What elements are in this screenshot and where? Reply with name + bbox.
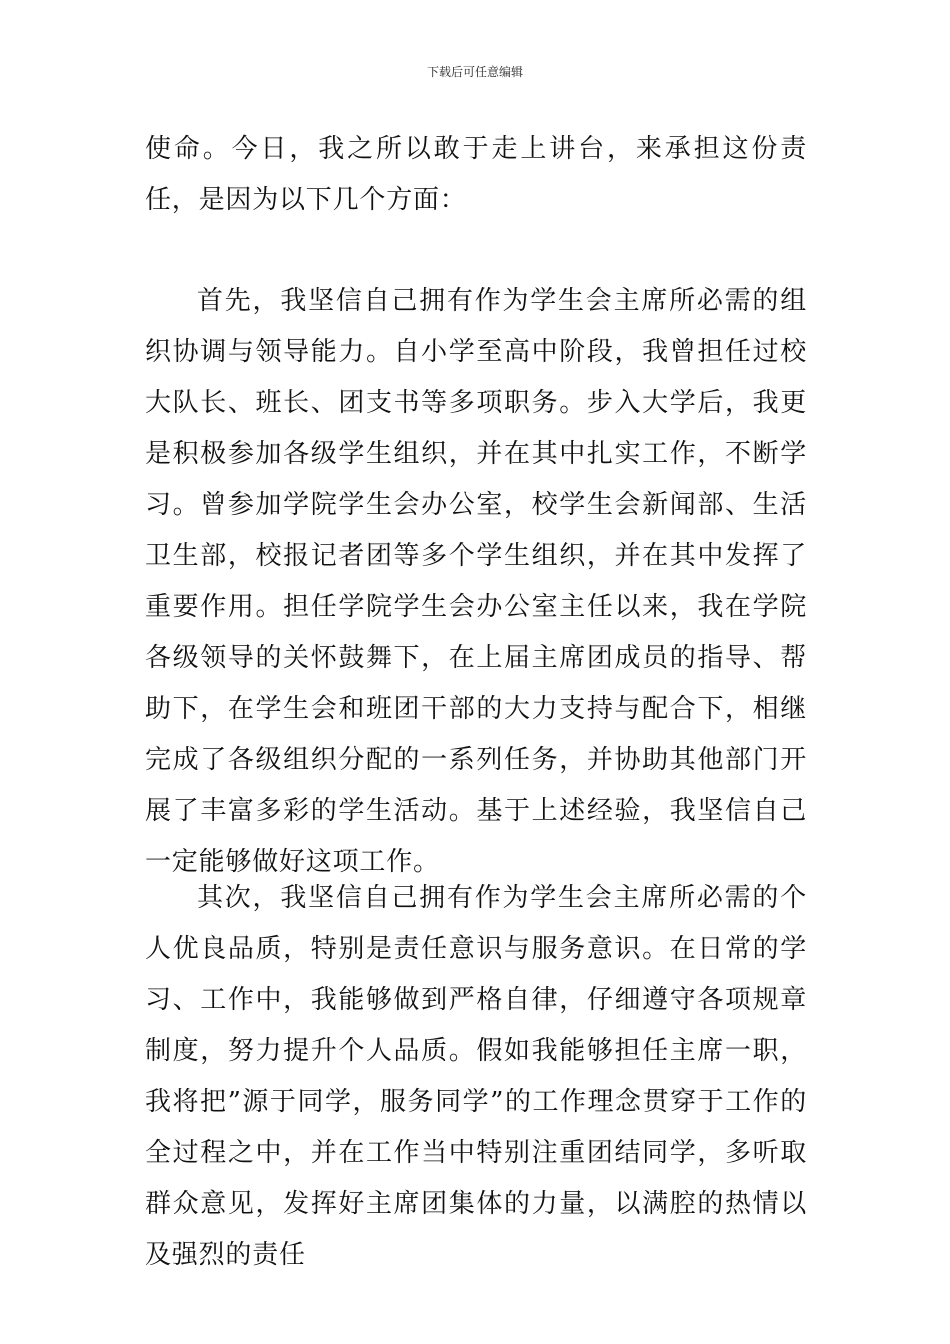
- paragraph-text: 首先，我坚信自己拥有作为学生会主席所必需的组织协调与领导能力。自小学至高中阶段，我曾担任过校大队长、班长、团支书等多项职务。步入大学后，我更是积极参加各级学生组织，并在其中扎实工作，不断学习。曾参加学院学生会办公室，校学生会新闻部、生活卫生部，校报记者团等多个学生组织，并在其中发挥了重要作用。担任学院学生会办公室主任以来，我在学院各级领导的关怀鼓舞下，在上届主席团成员的指导、帮助下，在学生会和班团干部的大力支持与配合下，相继完成了各级组织分配的一系列任务，并协助其他部门开展了丰富多彩的学生活动。基于上述经验，我坚信自己一定能够做好这项工作。: [145, 286, 807, 877]
- paragraph-text: 其次，我坚信自己拥有作为学生会主席所必需的个人优良品质，特别是责任意识与服务意识。在日常的学习、工作中，我能够做到严格自律，仔细遵守各项规章制度，努力提升个人品质。假如我能够担任主席一职，我将把”源于同学，服务同学”的工作理念贯穿于工作的全过程之中，并在工作当中特别注重团结同学，多听取群众意见，发挥好主席团集体的力量，以满腔的热情以及强烈的责任: [145, 883, 807, 1270]
- paragraph-second-point: [145, 873, 807, 1281]
- paragraph-continuation: [145, 124, 807, 226]
- paragraph-text: 使命。今日，我之所以敢于走上讲台，来承担这份责任，是因为以下几个方面：: [145, 134, 807, 215]
- page-header: 下载后可任意编辑: [426, 65, 523, 79]
- paragraph-first-point: [145, 276, 807, 888]
